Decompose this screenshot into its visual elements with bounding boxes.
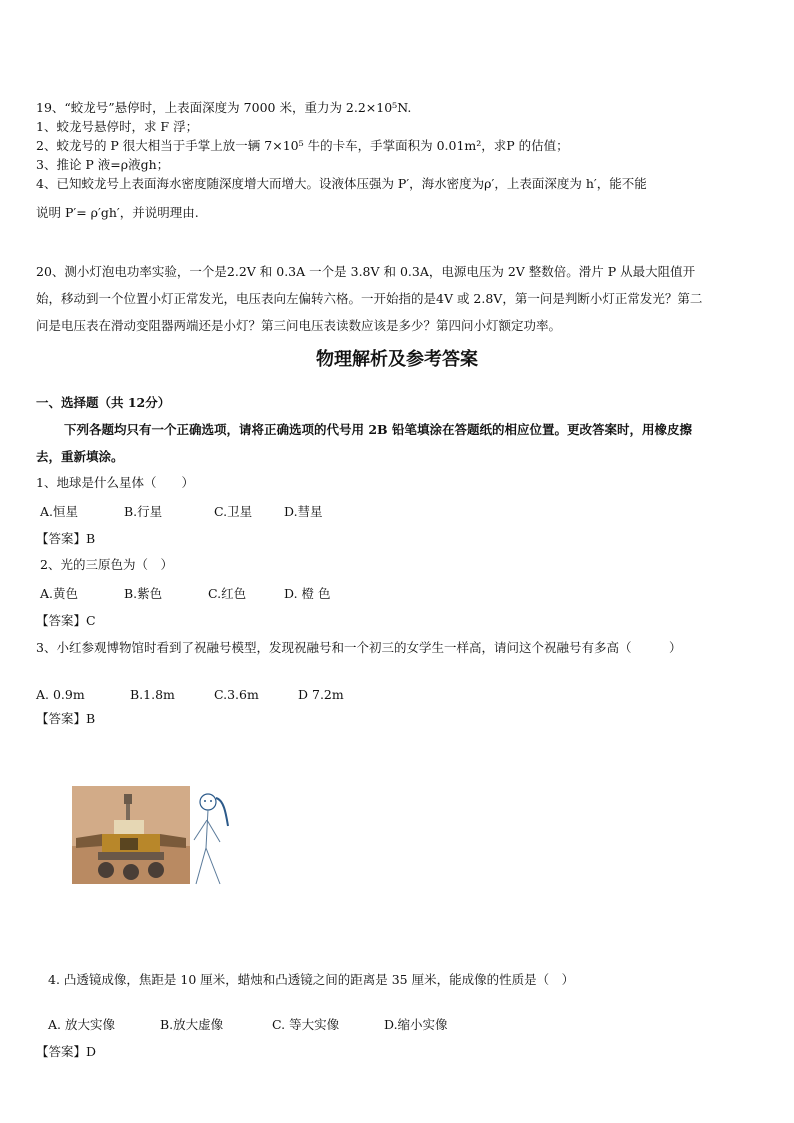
q3-stem: 3、小红参观博物馆时看到了祝融号模型，发现祝融号和一个初三的女学生一样高，请问这个祝融号有多高（ ） [36,640,682,655]
q4-stem: 4. 凸透镜成像，焦距是 10 厘米，蜡烛和凸透镜之间的距离是 35 厘米，能成像的性质是（ ） [48,972,575,987]
q4-options [48,1016,448,1034]
q3-option-a: A. 0.9m [36,687,85,702]
q3-option-d: D 7.2m [298,687,344,702]
q2-options [40,585,331,603]
section-instruction-line1: 下列各题均只有一个正确选项，请将正确选项的代号用 2B 铅笔填涂在答题纸的相应位置。更改答案时，用橡皮擦 [64,422,692,437]
q3-options [36,686,344,704]
q1-stem: 1、地球是什么星体（ ） [36,475,194,490]
q2-option-a: A.黄色 [40,586,79,601]
q19-intro: 19、“蛟龙号”悬停时，上表面深度为 7000 米，重力为 2.2×10⁵N. [36,100,412,115]
q4-option-b: B.放大虚像 [160,1017,224,1032]
q19-part3: 3、推论 P 液=ρ液gh； [36,157,170,172]
q4-option-d: D.缩小实像 [384,1017,448,1032]
q2-option-d: D. 橙 色 [284,586,331,601]
q2-stem: 2、光的三原色为（ ） [40,557,173,572]
q1-option-d: D.彗星 [284,504,323,519]
section-heading: 一、选择题（共 12分） [36,395,171,410]
q1-option-a: A.恒星 [40,504,79,519]
q20-line1: 20、测小灯泡电功率实验，一个是2.2V 和 0.3A 一个是 3.8V 和 0.3A，电源电压为 2V 整数倍。滑片 P 从最大阻值开 [36,264,696,279]
q19-part4-line2: 说明 P′= ρ′gh′，并说明理由. [36,205,199,220]
section-instruction-line2: 去，重新填涂。 [36,449,124,464]
q19-part4-line1: 4、已知蛟龙号上表面海水密度随深度增大而增大。设液体压强为 P′，海水密度为ρ′，上表面深度为 h′，能不能 [36,176,647,191]
rover-model-photo [72,786,190,884]
q20-line2: 始，移动到一个位置小灯正常发光，电压表向左偏转六格。一开始指的是4V 或 2.8V，第一问是判断小灯正常发光？第二 [36,291,703,306]
q1-options [40,503,323,521]
q3-option-c: C.3.6m [214,687,259,702]
q3-answer: 【答案】B [36,711,96,726]
q1-answer: 【答案】B [36,531,96,546]
answers-title: 物理解析及参考答案 [316,349,478,370]
q19-part1: 1、蛟龙号悬停时，求 F 浮； [36,119,199,134]
q4-option-a: A. 放大实像 [48,1017,115,1032]
q4-answer: 【答案】D [36,1044,97,1059]
q19-part2: 2、蛟龙号的 P 很大相当于手掌上放一辆 7×10⁵ 牛的卡车，手掌面积为 0.01m²，求P 的估值； [36,138,569,153]
stick-figure-girl [190,790,238,888]
q1-option-b: B.行星 [124,504,163,519]
q1-option-c: C.卫星 [214,504,253,519]
q2-answer: 【答案】C [36,613,96,628]
q20-line3: 问是电压表在滑动变阻器两端还是小灯？第三问电压表读数应该是多少？第四问小灯额定功率。 [36,318,562,333]
q2-option-c: C.红色 [208,586,247,601]
q4-option-c: C. 等大实像 [272,1017,340,1032]
q2-option-b: B.紫色 [124,586,163,601]
q3-option-b: B.1.8m [130,687,175,702]
